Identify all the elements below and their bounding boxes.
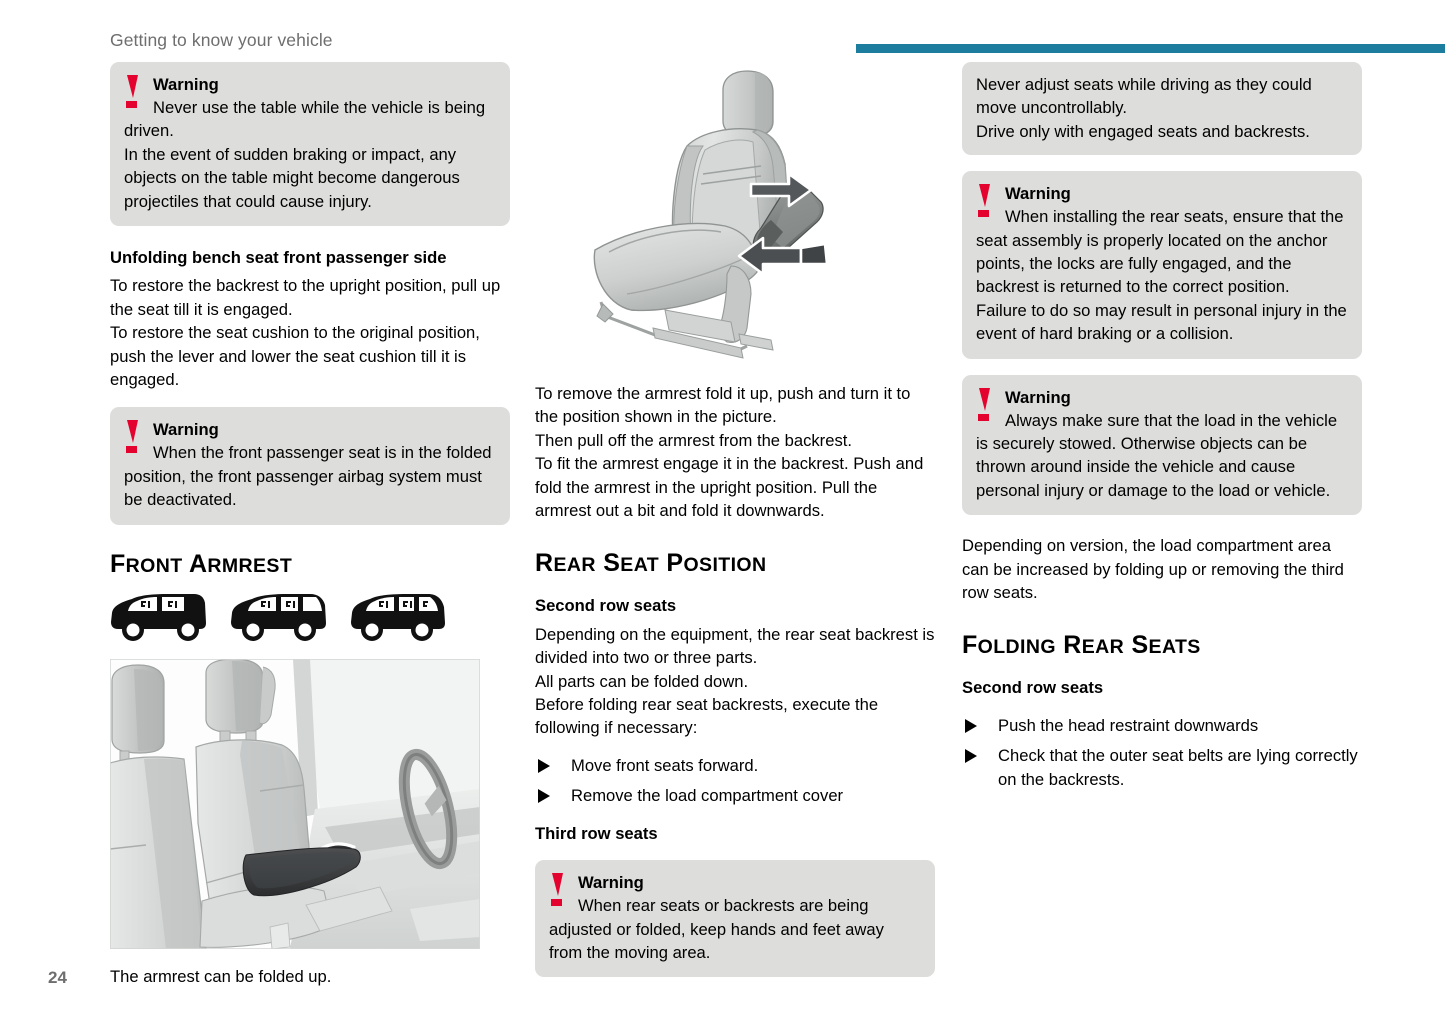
warning-text: Never use the table while the vehicle is being driven. In the event of sudden braking or impact, any objects on the table might become dangerous projectiles that could cause injury. [124, 98, 486, 211]
list-item: Check that the outer seat belts are lying correctly on the backrests. [962, 744, 1362, 791]
header-rule-bar [856, 44, 1445, 53]
subheading-third-row-seats: Third row seats [535, 823, 658, 843]
continuation-text: Never adjust seats while driving as they could move uncontrollably. Drive only with engaged seats and backrests. [976, 75, 1312, 141]
text-load-compartment: Depending on version, the load compartment area can be increased by folding up or removing the third row seats. [962, 536, 1344, 603]
warning-box-airbag [110, 407, 510, 524]
warning-exclamation-icon [551, 873, 564, 907]
triangle-bullet-icon [965, 749, 977, 763]
warning-exclamation-icon [978, 388, 991, 422]
warning-text: When installing the rear seats, ensure that the seat assembly is properly located on the anchor points, the locks are fully engaged, and the backrest is returned to the correct position. Failure to do so may result in personal injury in the event of hard braking or a collision. [976, 207, 1347, 344]
front-seats-armrest-interior-illustration [110, 659, 480, 949]
section-heading-front-armrest: FRONT ARMREST [110, 549, 293, 578]
column-right [962, 62, 1362, 798]
warning-box-install-rear-seats [962, 171, 1362, 358]
text-unfolding-bench-seat: To restore the backrest to the upright position, pull up the seat till it is engaged. To restore the seat cushion to the original position, push the lever and lower the seat cushion till it is engaged. [110, 276, 501, 390]
triangle-bullet-icon [538, 789, 550, 803]
bullet-list-folding-steps [962, 714, 1362, 791]
column-middle [535, 62, 935, 977]
vehicle-version-icons [110, 593, 510, 645]
page-header [0, 0, 1445, 62]
warning-exclamation-icon [126, 420, 139, 454]
subheading-second-row-seats: Second row seats [535, 596, 677, 616]
text-armrest-removal: To remove the armrest fold it up, push and turn it to the position shown in the picture. Then pull off the armrest from the backrest. To fit the armrest engage it in the backrest. Push and fold the armrest in the upright position. Pull the armrest out a bit and fold it downwards. [535, 384, 924, 521]
list-item: Push the head restraint downwards [962, 714, 1362, 737]
subheading-unfolding-bench-seat: Unfolding bench seat front passenger side [110, 248, 447, 268]
warning-title: Warning [153, 75, 219, 94]
warning-text: When the front passenger seat is in the folded position, the front passenger airbag system must be deactivated. [124, 443, 492, 510]
column-left [110, 62, 510, 988]
figure-seat-armrest [535, 66, 935, 376]
warning-text: Always make sure that the load in the vehicle is securely stowed. Otherwise objects can be thrown around inside the vehicle and cause personal injury or damage to the load or vehicle. [976, 410, 1338, 500]
triangle-bullet-icon [538, 759, 550, 773]
van-long-wheelbase-icon [350, 593, 448, 645]
warning-box-continuation [962, 62, 1362, 155]
figure-interior-armrest [110, 659, 510, 954]
section-heading-folding-rear-seats: FOLDING REAR SEATS [962, 630, 1201, 659]
bullet-list-before-folding [535, 754, 935, 808]
warning-exclamation-icon [126, 75, 139, 109]
section-heading-rear-seat-position: REAR SEAT POSITION [535, 549, 767, 578]
warning-title: Warning [1005, 184, 1071, 204]
warning-box-table [110, 62, 510, 226]
warning-title: Warning [153, 420, 219, 440]
triangle-bullet-icon [965, 719, 977, 733]
warning-title: Warning [1005, 387, 1071, 407]
list-item: Remove the load compartment cover [535, 784, 935, 807]
page-header-title: Getting to know your vehicle [110, 30, 333, 50]
caption-armrest-folded: The armrest can be folded up. [110, 966, 332, 986]
list-item: Move front seats forward. [535, 754, 935, 777]
front-seat-armrest-removal-illustration [535, 66, 935, 371]
van-medium-wheelbase-icon [230, 593, 328, 645]
warning-exclamation-icon [978, 184, 991, 218]
text-second-row-seats: Depending on the equipment, the rear seat backrest is divided into two or three parts. All parts can be folded down. Before folding rear seat backrests, execute the following if necessary: [535, 624, 935, 738]
warning-box-secure-load [962, 375, 1362, 516]
warning-title: Warning [578, 873, 644, 893]
page-number: 24 [48, 968, 67, 987]
warning-box-third-row [535, 860, 935, 977]
warning-text: When rear seats or backrests are being adjusted or folded, keep hands and feet away from the moving area. [549, 896, 884, 962]
van-short-wheelbase-icon [110, 593, 208, 645]
subheading-second-row-seats-folding: Second row seats [962, 677, 1104, 697]
